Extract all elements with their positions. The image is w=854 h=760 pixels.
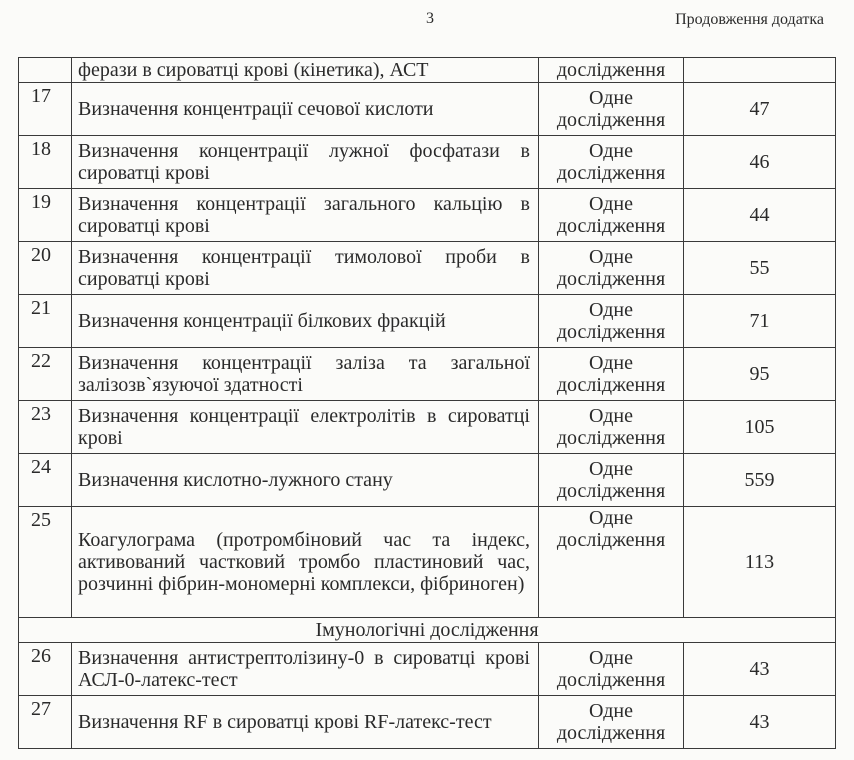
row-unit: Одне дослідження <box>539 454 684 507</box>
table-row <box>19 348 836 401</box>
table-row <box>19 643 836 696</box>
page-number: 3 <box>426 10 434 27</box>
row-name: Коагулограма (протромбіновий час та індекс, активований частковий тромбо пластиновий час, розчинні фібрин-мономерні комплекси, фібриноген) <box>72 507 539 618</box>
row-number: 18 <box>19 136 72 189</box>
row-number: 20 <box>19 242 72 295</box>
row-name: Визначення концентрації лужної фосфатази в сироватці крові <box>72 136 539 189</box>
row-name: Визначення концентрації заліза та загальної залізозв`язуючої здатності <box>72 348 539 401</box>
table-row <box>19 189 836 242</box>
row-unit: Одне дослідження <box>539 295 684 348</box>
table-row <box>19 295 836 348</box>
continuation-label: Продовження додатка <box>675 11 824 28</box>
row-name: Визначення концентрації білкових фракцій <box>72 295 539 348</box>
row-unit: Одне дослідження <box>539 136 684 189</box>
section-header-row <box>19 618 836 643</box>
row-name: Визначення антистрептолізину-0 в сироватці крові АСЛ-0-латекс-тест <box>72 643 539 696</box>
table-row <box>19 83 836 136</box>
row-unit: Одне дослідження <box>539 643 684 696</box>
row-unit: дослідження <box>539 58 684 83</box>
row-number: 22 <box>19 348 72 401</box>
row-number <box>19 58 72 83</box>
row-price: 55 <box>684 242 836 295</box>
row-price: 46 <box>684 136 836 189</box>
row-unit: Одне дослідження <box>539 83 684 136</box>
row-name: Визначення кислотно-лужного стану <box>72 454 539 507</box>
row-number: 25 <box>19 507 72 618</box>
table-row <box>19 58 836 83</box>
row-unit: Одне дослідження <box>539 696 684 749</box>
row-unit: Одне дослідження <box>539 242 684 295</box>
row-price: 559 <box>684 454 836 507</box>
row-number: 21 <box>19 295 72 348</box>
price-table <box>18 57 836 749</box>
row-name: Визначення концентрації загального кальцію в сироватці крові <box>72 189 539 242</box>
row-name: Визначення RF в сироватці крові RF-латекс-тест <box>72 696 539 749</box>
row-number: 26 <box>19 643 72 696</box>
row-unit: Одне дослідження <box>539 348 684 401</box>
row-number: 24 <box>19 454 72 507</box>
row-price <box>684 58 836 83</box>
table-row <box>19 136 836 189</box>
row-number: 23 <box>19 401 72 454</box>
row-name: Визначення концентрації електролітів в сироватці крові <box>72 401 539 454</box>
row-number: 27 <box>19 696 72 749</box>
row-price: 71 <box>684 295 836 348</box>
row-number: 17 <box>19 83 72 136</box>
table-row <box>19 242 836 295</box>
row-price: 95 <box>684 348 836 401</box>
row-name: Визначення концентрації сечової кислоти <box>72 83 539 136</box>
row-price: 47 <box>684 83 836 136</box>
row-number: 19 <box>19 189 72 242</box>
row-unit: Одне дослідження <box>539 401 684 454</box>
row-unit: Одне дослідження <box>539 507 684 618</box>
row-unit: Одне дослідження <box>539 189 684 242</box>
row-name: ферази в сироватці крові (кінетика), АСТ <box>72 58 539 83</box>
row-price: 105 <box>684 401 836 454</box>
row-price: 43 <box>684 643 836 696</box>
section-title: Імунологічні дослідження <box>19 618 836 643</box>
table-row <box>19 401 836 454</box>
table-row <box>19 696 836 749</box>
table-row <box>19 507 836 618</box>
row-name: Визначення концентрації тимолової проби в сироватці крові <box>72 242 539 295</box>
row-price: 113 <box>684 507 836 618</box>
row-price: 43 <box>684 696 836 749</box>
row-price: 44 <box>684 189 836 242</box>
table-row <box>19 454 836 507</box>
